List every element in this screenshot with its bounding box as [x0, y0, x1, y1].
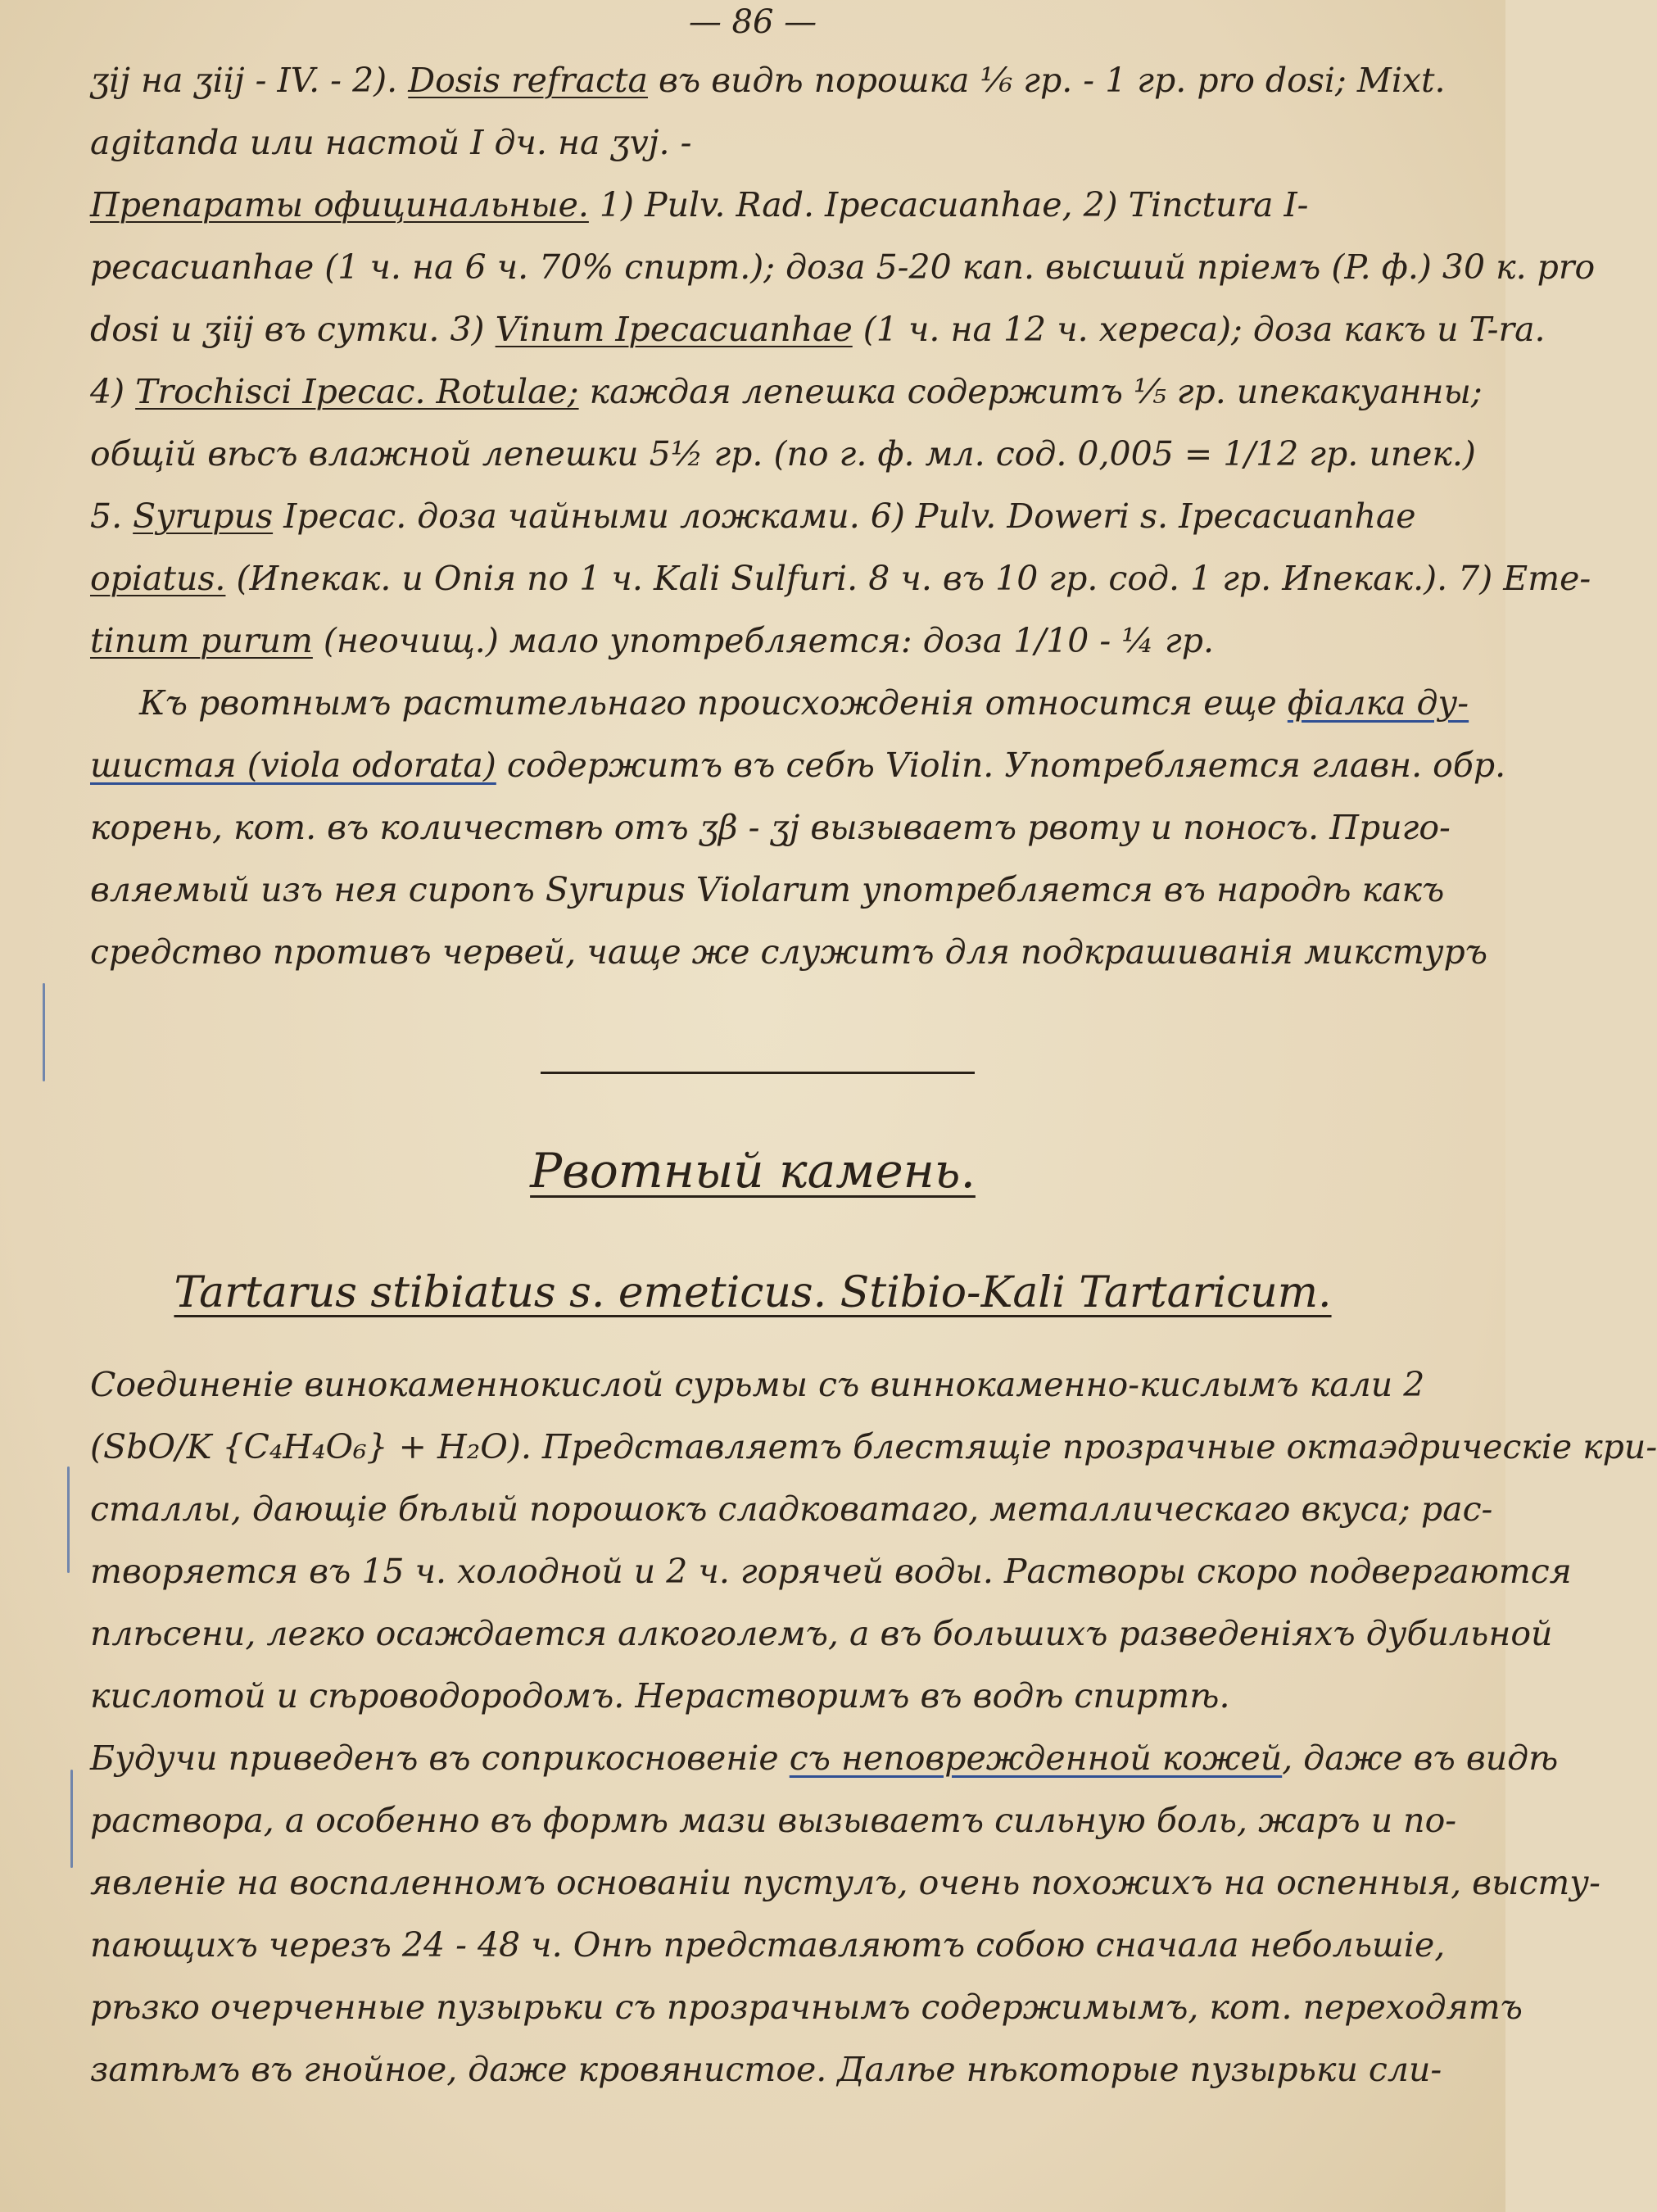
text-line — [90, 1976, 1523, 2038]
text-line — [90, 111, 1401, 174]
text-line — [90, 174, 1401, 236]
margin-pencil-mark — [70, 1770, 73, 1868]
line-text: творяется въ 15 ч. холодной и 2 ч. горячей воды. Растворы скоро подвергаются — [90, 1552, 1572, 1591]
text-line — [90, 1727, 1559, 1789]
underlined-text: opiatus. — [90, 559, 226, 598]
line-text: корень, кот. въ количествѣ отъ ʒβ - ʒj вызываетъ рвоту и поносъ. Приго- — [90, 808, 1451, 847]
line-text: (1 ч. на 12 ч. хереса); доза какъ и T-ra. — [852, 310, 1546, 349]
text-line — [90, 298, 1546, 360]
line-text: 4) — [90, 372, 136, 411]
text-line — [90, 49, 1446, 111]
line-text: сталлы, дающiе бѣлый порошокъ сладковатаго, металлическаго вкуса; рас- — [90, 1489, 1493, 1529]
line-text: средство противъ червей, чаще же служитъ для подкрашиванiя микстуръ — [90, 932, 1488, 972]
line-text: раствора, а особенно въ формѣ мази вызываетъ сильную боль, жаръ и по- — [90, 1801, 1457, 1840]
text-line — [90, 485, 1416, 547]
line-text: (SbO/K {C₄H₄O₆} + H₂O). Представляетъ блестящiе прозрачные октаэдрическiе кри- — [90, 1427, 1657, 1466]
line-text: , даже въ видѣ — [1282, 1738, 1559, 1778]
text-line — [90, 423, 1476, 485]
line-text: 5. — [90, 496, 134, 536]
line-text: содержитъ въ себѣ Violin. Употребляется главн. обр. — [496, 746, 1506, 785]
text-line — [90, 1602, 1553, 1665]
line-text: pecacuanhae (1 ч. на 6 ч. 70% спирт.); доза 5-20 кап. высший прiемъ (P. ф.) 30 к. pro — [90, 247, 1596, 287]
text-line — [90, 2038, 1442, 2101]
text-line — [90, 1353, 1425, 1416]
text-line — [90, 859, 1445, 921]
underlined-text: Syrupus — [133, 496, 274, 536]
line-text: каждая лепешка содержитъ ⅕ гр. ипекакуанны; — [578, 372, 1483, 411]
line-text: въ видѣ порошка ⅙ гр. - 1 гр. pro dosi; Mixt. — [647, 61, 1446, 100]
text-block-ipecacuanha — [90, 49, 1596, 983]
line-text: Къ рвотнымъ растительнаго происхожденiя относится еще — [139, 683, 1288, 723]
margin-pencil-mark — [43, 983, 45, 1081]
underlined-text: Trochisci Ipecac. Rotulae; — [135, 372, 579, 411]
line-text: (неочищ.) мало употребляется: доза 1/10 - ¼ гр. — [312, 621, 1215, 660]
underlined-text: Препараты официнальные. — [90, 185, 589, 224]
underlined-text: Dosis refracta — [408, 61, 648, 100]
underlined-text: tinum purum — [90, 621, 313, 660]
line-text: Соединенiе винокаменнокислой сурьмы съ виннокаменно-кислымъ кали 2 — [90, 1365, 1425, 1404]
text-line — [90, 1914, 1446, 1976]
line-text: Будучи приведенъ въ соприкосновенiе — [90, 1738, 790, 1778]
text-line — [90, 547, 1591, 610]
text-line — [90, 1478, 1493, 1540]
text-line — [90, 1665, 1401, 1727]
page-number: — 86 — — [688, 3, 817, 41]
text-line — [90, 1416, 1657, 1478]
underlined-text: шистая (viola odorata) — [90, 746, 496, 785]
line-text: 1) Pulv. Rad. Ipecacuanhae, 2) Tinctura I- — [588, 185, 1309, 224]
line-text: вляемый изъ нея сиропъ Syrupus Violarum употребляется въ народѣ какъ — [90, 870, 1445, 909]
line-text: dosi и ʒiij въ сутки. 3) — [90, 310, 496, 349]
section-subtitle: Tartarus stibiatus s. emeticus. Stibio-Kali Tartaricum. — [174, 1268, 1332, 1317]
underlined-text: Vinum Ipecacuanhae — [495, 310, 853, 349]
line-text: (Ипекак. и Опiя по 1 ч. Kali Sulfuri. 8 ч. въ 10 гр. сод. 1 гр. Ипекак.). 7) Eme- — [225, 559, 1591, 598]
text-line — [90, 921, 1488, 983]
text-block-tartar-emetic — [90, 1353, 1657, 2101]
underlined-text: фiалка ду- — [1287, 683, 1469, 723]
line-text: Ipecac. доза чайными ложками. 6) Pulv. Doweri s. Ipecacuanhae — [273, 496, 1416, 536]
line-text: пающихъ черезъ 24 - 48 ч. Онѣ представляютъ собою сначала небольшiе, — [90, 1925, 1446, 1965]
margin-pencil-mark — [67, 1466, 70, 1573]
text-line — [90, 734, 1506, 796]
text-line — [90, 1540, 1572, 1602]
text-line — [90, 1789, 1457, 1852]
section-title: Рвотный камень. — [530, 1143, 976, 1199]
line-text: явленiе на воспаленномъ основанiи пустулъ, очень похожихъ на оспенныя, высту- — [90, 1863, 1600, 1902]
line-text: плѣсени, легко осаждается алкоголемъ, а въ большихъ разведенiяхъ дубильной — [90, 1614, 1553, 1653]
text-line — [90, 1852, 1600, 1914]
text-line — [90, 672, 1469, 734]
line-text: общiй вѣсъ влажной лепешки 5½ гр. (по г. ф. мл. сод. 0,005 = 1/12 гр. ипек.) — [90, 434, 1476, 474]
text-line — [90, 796, 1451, 859]
line-text: затѣмъ въ гнойное, даже кровянистое. Далѣе нѣкоторые пузырьки сли- — [90, 2050, 1442, 2089]
line-text: ʒij на ʒiij - IV. - 2). — [90, 61, 409, 100]
text-line — [90, 236, 1596, 298]
line-text: рѣзко очерченные пузырьки съ прозрачнымъ содержимымъ, кот. переходятъ — [90, 1988, 1523, 2027]
text-line — [90, 360, 1483, 423]
section-divider — [541, 1072, 975, 1074]
line-text: agitanda или настой Ⅰ дч. на ʒvj. - — [90, 123, 692, 162]
text-line — [90, 610, 1401, 672]
line-text: кислотой и сѣроводородомъ. Нерастворимъ въ водѣ спиртѣ. — [90, 1676, 1230, 1716]
underlined-text: съ неповрежденной кожей — [789, 1738, 1283, 1778]
